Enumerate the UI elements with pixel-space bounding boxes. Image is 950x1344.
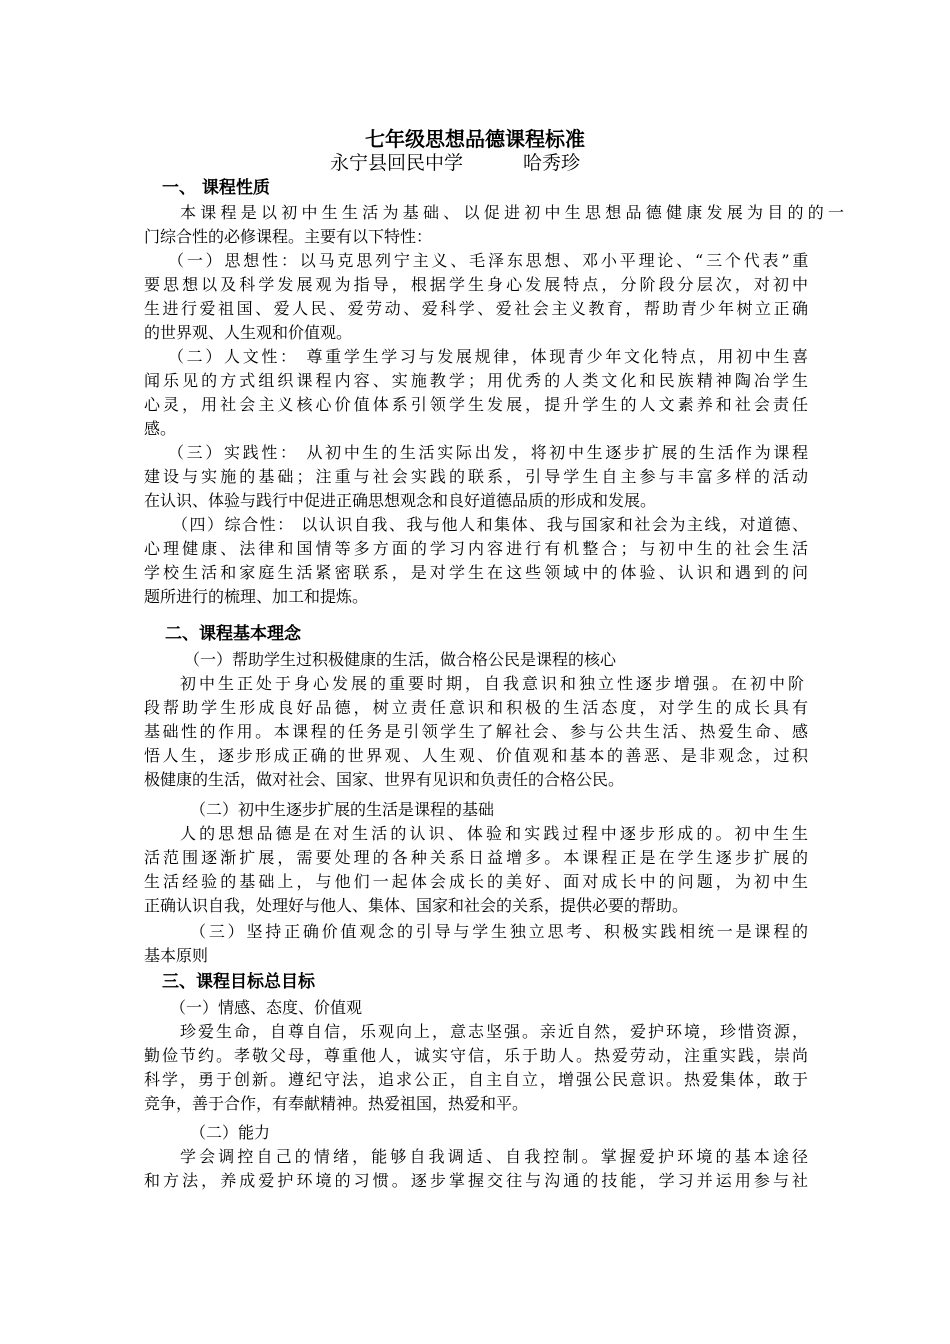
body-text-line: 悟人生，逐步形成正确的世界观、人生观、价值观和基本的善恶、是非观念，过积 [144, 746, 811, 765]
body-text-line: （三）坚持正确价值观念的引导与学生独立思考、积极实践相统一是课程的 [190, 922, 811, 941]
body-text-line: 要思想以及科学发展观为指导，根据学生身心发展特点，分阶段分层次，对初中 [144, 275, 812, 294]
body-text-line: 珍爱生命，自尊自信，乐观向上，意志坚强。亲近自然，爱护环境，珍惜资源， [180, 1022, 811, 1041]
body-text-line: （二）初中生逐步扩展的生活是课程的基础 [190, 800, 495, 819]
body-text-line: 感。 [144, 419, 177, 438]
body-text-line: 心灵，用社会主义核心价值体系引领学生发展，提升学生的人文素养和社会责任 [144, 395, 812, 414]
school-name: 永宁县回民中学 [330, 152, 464, 174]
body-text-line: （三）实践性： 从初中生的生活实际出发，将初中生逐步扩展的生活作为课程 [168, 443, 811, 462]
body-text-line: 竞争，善于合作，有奉献精神。热爱祖国，热爱和平。 [144, 1094, 529, 1113]
body-text-line: 心理健康、法律和国情等多方面的学习内容进行有机整合；与初中生的社会生活 [144, 539, 812, 558]
body-text-line: 人的思想品德是在对生活的认识、体验和实践过程中逐步形成的。初中生生 [180, 824, 812, 843]
body-text-line: 和方法，养成爱护环境的习惯。逐步掌握交往与沟通的技能，学习并运用参与社 [144, 1171, 812, 1190]
body-text-line: 正确认识自我，处理好与他人、集体、国家和社会的关系，提供必要的帮助。 [144, 896, 689, 915]
body-text-line: （四）综合性： 以认识自我、我与他人和集体、我与国家和社会为主线，对道德、 [172, 515, 810, 534]
body-text-line: 段帮助学生形成良好品德，树立责任意识和积极的生活态度，对学生的成长具有 [144, 698, 812, 717]
body-text-line: 的世界观、人生观和价值观。 [144, 323, 353, 342]
body-text-line: （一）帮助学生过积极健康的生活，做合格公民是课程的核心 [184, 650, 617, 669]
body-text-line: 初中生正处于身心发展的重要时期，自我意识和独立性逐步增强。在初中阶 [180, 674, 808, 693]
body-text-line: 门综合性的必修课程。主要有以下特性： [144, 227, 433, 246]
body-text-line: （一）情感、态度、价值观 [170, 998, 363, 1017]
body-text-line: 勤俭节约。孝敬父母，尊重他人，诚实守信，乐于助人。热爱劳动，注重实践，崇尚 [144, 1046, 811, 1065]
body-text-line: 生活经验的基础上，与他们一起体会成长的美好、面对成长中的问题，为初中生 [144, 872, 812, 891]
body-text-line: 在认识、体验与践行中促进正确思想观念和良好道德品质的形成和发展。 [144, 491, 657, 510]
body-text-line: 极健康的生活，做对社会、国家、世界有见识和负责任的合格公民。 [144, 770, 625, 789]
body-text-line: 闻乐见的方式组织课程内容、实施教学；用优秀的人类文化和民族精神陶冶学生 [144, 371, 812, 390]
body-text-line: 题所进行的梳理、加工和提炼。 [144, 587, 369, 606]
body-text-line: 科学，勇于创新。遵纪守法，追求公正，自主自立，增强公民意识。热爱集体，敢于 [144, 1070, 811, 1089]
body-text-line: （一）思想性：以马克思列宁主义、毛泽东思想、邓小平理论、“三个代表”重 [168, 251, 812, 270]
body-text-line: 建设与实施的基础；注重与社会实践的联系，引导学生自主参与丰富多样的活动 [144, 467, 812, 486]
document-byline [330, 150, 580, 176]
section-heading: 三、课程目标总目标 [162, 972, 315, 992]
body-text-line: 活范围逐渐扩展，需要处理的各种关系日益增多。本课程正是在学生逐步扩展的 [144, 848, 812, 867]
author-name: 哈秀珍 [523, 152, 581, 174]
section-heading: 一、 课程性质 [162, 178, 270, 198]
body-text-line: 基础性的作用。本课程的任务是引领学生了解社会、参与公共生活、热爱生命、感 [144, 722, 811, 741]
body-text-line: 生进行爱祖国、爱人民、爱劳动、爱科学、爱社会主义教育，帮助青少年树立正确 [144, 299, 811, 318]
body-text-line: 学会调控自己的情绪，能够自我调适、自我控制。掌握爱护环境的基本途径 [180, 1147, 812, 1166]
body-text-line: 基本原则 [144, 946, 209, 965]
body-text-line: 学校生活和家庭生活紧密联系，是对学生在这些领域中的体验、认识和遇到的问 [144, 563, 812, 582]
body-text-line: 本课程是以初中生生活为基础、以促进初中生思想品德健康发展为目的的一 [180, 203, 849, 222]
body-text-line: （二）能力 [190, 1123, 271, 1142]
body-text-line: （二）人文性： 尊重学生学习与发展规律，体现青少年文化特点，用初中生喜 [168, 347, 811, 366]
document-title: 七年级思想品德课程标准 [365, 127, 585, 151]
section-heading: 二、课程基本理念 [165, 624, 301, 644]
